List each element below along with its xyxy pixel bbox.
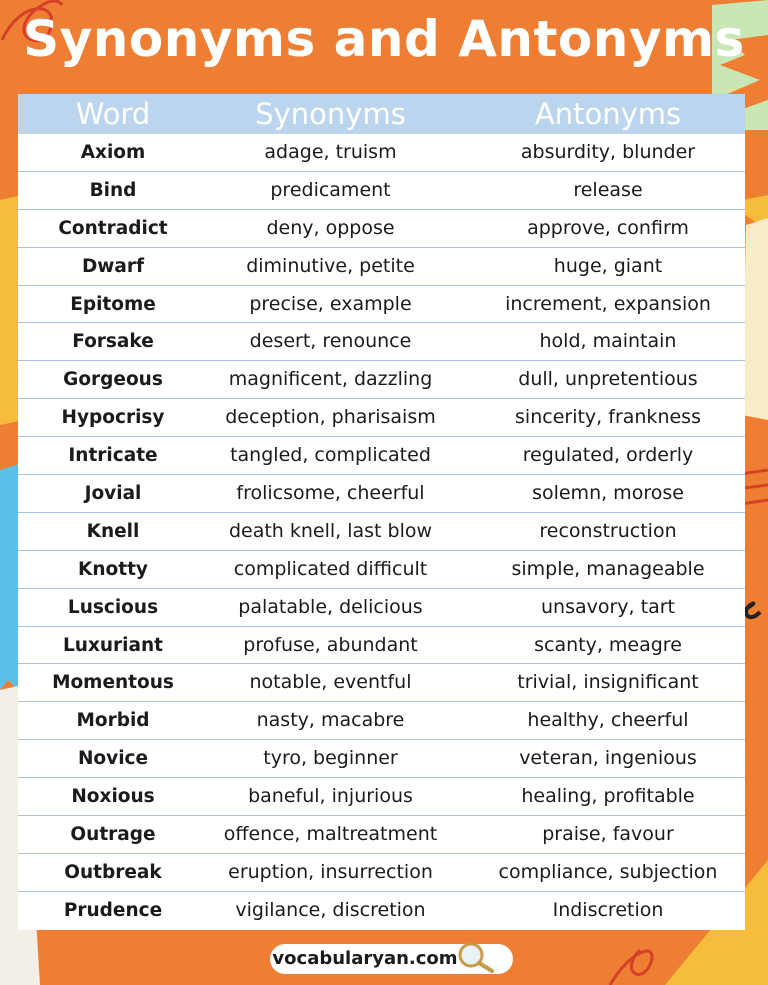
word-cell: Luxuriant — [62, 634, 164, 656]
word-cell: Axiom — [80, 142, 146, 163]
antonyms-cell: compliance, subjection — [498, 860, 718, 883]
table-row — [18, 513, 745, 551]
header-word: Word — [75, 97, 151, 131]
synonyms-cell: death knell, last blow — [228, 519, 433, 542]
word-cell: Knell — [86, 520, 140, 542]
table-row — [18, 475, 745, 513]
synonyms-cell: complicated difficult — [233, 557, 428, 580]
antonyms-cell: sincerity, frankness — [515, 406, 701, 429]
header-antonyms: Antonyms — [534, 97, 682, 131]
synonyms-cell: vigilance, discretion — [235, 898, 426, 921]
word-cell: Novice — [77, 748, 149, 770]
word-cell: Morbid — [76, 710, 150, 732]
table-row — [18, 778, 745, 816]
vocabulary-table — [18, 94, 745, 930]
antonyms-cell: trivial, insignificant — [517, 671, 699, 694]
antonyms-cell: dull, unpretentious — [518, 368, 698, 391]
table-row — [18, 627, 745, 665]
word-cell: Epitome — [70, 293, 156, 315]
antonyms-cell: increment, expansion — [505, 292, 711, 315]
antonyms-cell: huge, giant — [553, 254, 663, 277]
synonyms-cell: offence, maltreatment — [223, 823, 438, 846]
table-row — [18, 134, 745, 172]
table-row — [18, 361, 745, 399]
antonyms-cell: simple, manageable — [511, 557, 705, 580]
word-cell: Knotty — [78, 558, 148, 580]
table-body — [18, 134, 745, 930]
table-row — [18, 323, 745, 361]
synonyms-cell: tyro, beginner — [263, 747, 398, 770]
synonyms-cell: deny, oppose — [266, 216, 395, 239]
table-row — [18, 248, 745, 286]
antonyms-cell: scanty, meagre — [534, 633, 682, 656]
antonyms-cell: approve, confirm — [527, 216, 689, 239]
antonyms-cell: unsavory, tart — [541, 595, 675, 618]
synonyms-cell: notable, eventful — [249, 671, 412, 694]
synonyms-cell: baneful, injurious — [248, 785, 413, 808]
table-row — [18, 399, 745, 437]
antonyms-cell: release — [573, 178, 643, 201]
antonyms-cell: hold, maintain — [539, 330, 677, 353]
synonyms-cell: palatable, delicious — [238, 595, 423, 618]
antonyms-cell: regulated, orderly — [522, 444, 694, 467]
table-row — [18, 702, 745, 740]
word-cell: Intricate — [68, 445, 158, 467]
synonyms-cell: tangled, complicated — [230, 444, 431, 467]
word-cell: Bind — [89, 179, 137, 201]
synonyms-cell: magnificent, dazzling — [228, 368, 433, 391]
antonyms-cell: absurdity, blunder — [520, 141, 696, 163]
table-row — [18, 172, 745, 210]
page-title: Synonyms and Antonyms — [23, 10, 745, 68]
antonyms-cell: Indiscretion — [552, 898, 664, 921]
header-synonyms: Synonyms — [255, 97, 406, 131]
synonyms-cell: precise, example — [249, 292, 412, 315]
word-cell: Momentous — [52, 672, 174, 694]
table-row — [18, 589, 745, 627]
antonyms-cell: healthy, cheerful — [527, 709, 689, 732]
table-row — [18, 664, 745, 702]
synonyms-cell: adage, truism — [264, 141, 397, 163]
table-row — [18, 286, 745, 324]
synonyms-cell: diminutive, petite — [246, 254, 415, 277]
word-cell: Gorgeous — [63, 369, 163, 391]
table-row — [18, 854, 745, 892]
synonyms-cell: profuse, abundant — [243, 633, 418, 656]
word-cell: Dwarf — [81, 255, 145, 277]
word-cell: Luscious — [67, 596, 159, 618]
synonyms-cell: frolicsome, cheerful — [236, 482, 425, 505]
synonyms-cell: nasty, macabre — [256, 709, 405, 732]
word-cell: Contradict — [58, 217, 168, 239]
antonyms-cell: praise, favour — [542, 823, 674, 846]
table-row — [18, 892, 745, 930]
table-row — [18, 437, 745, 475]
word-cell: Outrage — [70, 824, 156, 846]
word-cell: Noxious — [71, 786, 155, 808]
antonyms-cell: veteran, ingenious — [519, 747, 697, 770]
antonyms-cell: reconstruction — [539, 519, 677, 542]
cream-note-right — [742, 218, 768, 420]
table-header — [18, 94, 745, 134]
magnifier-icon — [456, 940, 496, 974]
synonyms-cell: predicament — [270, 178, 391, 201]
antonyms-cell: healing, profitable — [521, 785, 695, 808]
footer-site: vocabularyan.com — [272, 948, 458, 969]
table-row — [18, 740, 745, 778]
word-cell: Hypocrisy — [61, 407, 165, 429]
synonyms-cell: deception, pharisaism — [225, 406, 436, 429]
word-cell: Jovial — [84, 483, 142, 505]
footer-badge — [270, 944, 513, 974]
table-row — [18, 816, 745, 854]
word-cell: Prudence — [63, 899, 163, 921]
table-row — [18, 551, 745, 589]
red-scribble-bottom — [610, 950, 652, 985]
word-cell: Outbreak — [64, 861, 162, 883]
antonyms-cell: solemn, morose — [532, 482, 684, 505]
synonyms-cell: desert, renounce — [249, 330, 412, 353]
table-row — [18, 210, 745, 248]
word-cell: Forsake — [72, 331, 154, 353]
synonyms-cell: eruption, insurrection — [228, 860, 433, 883]
